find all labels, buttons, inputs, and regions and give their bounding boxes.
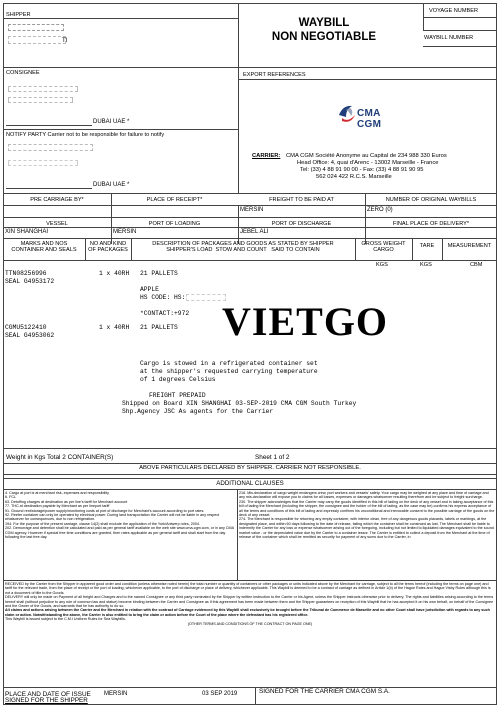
- shipper-redacted-block-2: [8, 36, 66, 44]
- notify-redacted-line: [8, 144, 93, 151]
- vietgo-watermark: VIETGO: [222, 299, 389, 344]
- carrier-signature-block: [259, 688, 390, 695]
- vessel-label: VESSEL: [46, 221, 68, 227]
- place-of-issue-value: MERSIN: [104, 691, 128, 697]
- shipper-signature-block: [5, 697, 253, 705]
- shipper-tail-text: TI: [62, 38, 68, 44]
- shipper-redacted-block: [8, 24, 64, 31]
- carrier-label: CARRIER:: [252, 153, 281, 159]
- waybill-number-label: WAYBILL NUMBER: [424, 35, 474, 41]
- consignee-redacted-line-2: [8, 97, 73, 103]
- voyage-number-label: VOYAGE NUMBER: [429, 8, 479, 14]
- place-of-receipt-label: PLACE OF RECEIPT*: [146, 197, 203, 203]
- terms-claims: All claims and actions arising between the Carrier and the Merchant in relation with the contract of Carriage evidenced by this Waybill shall exclusively be brought before the Tribunal de Commerce de Marseille and no other Court shall have jurisdiction with regards to any such claim or action. Notwithstanding the above, the Carrier is also entitled to bring the claim or action before the Court of the place where the defendant has his registered office.: [5, 608, 490, 617]
- shipped-on-board: Shipped on Board XIN SHANGHAI 03-SEP-2019 CMA CGM South Turkey: [122, 400, 357, 407]
- container-1-qty: 1 x 40RH: [99, 270, 130, 277]
- original-waybills-value: ZERO (0): [367, 207, 393, 213]
- tare-column-header: TARE: [419, 243, 435, 249]
- clause-left-item: 91. Ground rent/storage/power supply/monitoring costs at port of discharge for Merchant's account according to port rates.: [5, 508, 205, 513]
- agency-line: Shp.Agency JSC As agents for the Carrier: [122, 408, 274, 415]
- notify-redacted-line-2: [8, 160, 78, 166]
- freight-payable-label: FREIGHT TO BE PAID AT: [269, 197, 334, 203]
- final-place-label: FINAL PLACE OF DELIVERY*: [392, 221, 470, 227]
- kgs-unit-label: KGS: [376, 262, 388, 268]
- container-2-seal: SEAL G4953062: [5, 332, 55, 339]
- place-date-issue-label: PLACE AND DATE OF ISSUE: [5, 691, 91, 698]
- clauses-left-column: [5, 491, 234, 579]
- clause-left-item: 92. Reefer container can only be operated by electrical power. During land transportation the Carrier will not be liable in any respect whatsoever for consequences, due to non refrigeration.: [5, 513, 220, 522]
- gross-weight-column-header: GROSS WEIGHT CARGO: [361, 241, 406, 253]
- description-column-header: DESCRIPTION OF PACKAGES AND GOODS AS STATED BY SHIPPER SHIPPER'S LOAD STOW AND COUNT SAID TO CONTAIN: [152, 241, 334, 253]
- clause-left-item: 202. Demurrage and detention shall be calculated and paid as per general tariff available on the web site www.cma-cgm.com, or in any CMA CGM agency. However if special free time conditions are granted, then rates applicable as per general tariff and shall start from the day following the last free day.: [5, 526, 234, 540]
- stowage-line-3: of 1 degrees Celsius: [140, 376, 216, 383]
- clause-left-item: 63. Detuffing charges at destination as per line's tariff for Merchant account: [5, 499, 128, 504]
- port-of-discharge-label: PORT OF DISCHARGE: [271, 221, 332, 227]
- kgs-unit-label-2: KGS: [420, 262, 432, 268]
- carrier-line2: Head Office: 4, quai d'Arenc - 13002 Marseille - France: [297, 160, 439, 166]
- export-references-label: EXPORT REFERENCES: [243, 72, 306, 78]
- stowage-line-2: at the shipper's requested carrying temperature: [140, 368, 318, 375]
- container-1-pallets: 21 PALLETS: [140, 270, 178, 277]
- marks-column-header: MARKS AND NOS CONTAINER AND SEALS: [11, 241, 77, 253]
- original-waybills-label: NUMBER OF ORIGINAL WAYBILLS: [385, 197, 477, 203]
- additional-clauses-heading: ADDITIONAL CLAUSES: [216, 480, 284, 487]
- particulars-disclaimer: ABOVE PARTICULARS DECLARED BY SHIPPER. CARRIER NOT RESPONSIBLE.: [139, 465, 361, 471]
- hs-code: HS CODE: HS:: [140, 294, 186, 301]
- shipper-label: SHIPPER: [6, 12, 31, 18]
- measurement-column-header: MEASUREMENT: [447, 243, 492, 249]
- cma-cgm-logo: [336, 99, 406, 129]
- port-of-loading-label: PORT OF LOADING: [148, 221, 201, 227]
- hs-code-redacted: [186, 294, 226, 301]
- freight-payable-value: MERSIN: [240, 207, 264, 213]
- sheet-number: Sheet 1 of 2: [255, 454, 290, 461]
- cma-cgm-logo-text: CMA CGM: [357, 108, 382, 130]
- clause-left-item: 194. For the purpose of the present carriage, clause 14(2) shall exclude the application of the York/Antwerp rules, 2004.: [5, 521, 200, 526]
- port-of-discharge-value: JEBEL ALI: [240, 229, 269, 235]
- signed-shipper-label: SIGNED FOR THE SHIPPER: [5, 697, 88, 704]
- title-non-negotiable: NON NEGOTIABLE: [271, 31, 377, 43]
- pre-carriage-label: PRE CARRIAGE BY*: [30, 197, 84, 203]
- clause-left-item: 4. Cargo at port is at merchant risk, expenses and responsibility: [5, 491, 109, 495]
- goods-description: APPLE: [140, 286, 159, 293]
- stowage-line-1: Cargo is stowed in a refrigerated container set: [140, 360, 318, 367]
- terms-other: (OTHER TERMS AND CONDITIONS OF THE CONTRACT ON PAGE ONE): [187, 621, 313, 626]
- port-of-loading-value: MERSIN: [113, 229, 137, 235]
- clause-right-item: 230. The shipper acknowledges that the Carrier may carry the goods identified in this bill of lading on the deck of any vessel and in taking acceptance of this bill of lading the Merchant (including the shipper, the consignee and the holder of the bill of lading, as the case may be) confirms his express acceptance of all the terms and conditions of this bill of lading and expressly confirms his unconditional and irrevocable consent to the possible carriage of the goods on the deck of any vessel.: [239, 499, 495, 518]
- terms-cmi: This Waybill is issued subject to the C.M.I Uniform Rules for Sea Waybills.: [5, 617, 126, 622]
- container-2-number: CGMU5122410: [5, 324, 47, 331]
- carrier-line4: 562 024 422 R.C.S. Marseille: [316, 174, 392, 180]
- notify-party-label: NOTIFY PARTY Carrier not to be responsible for failure to notify: [6, 132, 165, 138]
- weight-total-label: Weight in Kgs Total 2 CONTAINER(S): [6, 454, 114, 461]
- kind-column-header: NO AND KIND OF PACKAGES: [88, 241, 128, 253]
- container-1-number: TTN08256996: [5, 270, 47, 277]
- container-1-seal: SEAL G4953172: [5, 278, 55, 285]
- carrier-line3: Tel: (33) 4 88 91 90 00 - Fax: (33) 4 88 91 90 95: [300, 167, 424, 173]
- notify-city: DUBAI UAE *: [93, 182, 130, 188]
- consignee-label: CONSIGNEE: [6, 70, 40, 76]
- title-waybill: WAYBILL: [298, 17, 350, 29]
- container-2-qty: 1 x 40RH: [99, 324, 130, 331]
- freight-prepaid: FREIGHT PREPAID: [149, 392, 206, 399]
- clauses-right-column: [239, 491, 495, 579]
- clause-left-item: 6. FCL: [5, 495, 17, 500]
- consignee-city: DUBAI UAE *: [93, 119, 130, 125]
- terms-received: RECEIVED by the Carrier from the Shipper in apparent good order and condition (unless otherwise noted herein) the total number or quantity of containers or other packages or units indicated above by the Merchant for carriage, subject to all the terms hereof (including the terms on page one) and tariff for the relevant trade, from the place of receipt or the port of loading, whichever applicable, to the port of discharge or place of delivery, whichever applicable. This Waybill is deemed to be a contract of carriage as defined in Article 1(b) of the Hague Rules and Hague Visby Rules although this is not a document of title to the Goods.: [5, 582, 491, 595]
- container-2-pallets: 21 PALLETS: [140, 324, 178, 331]
- signed-carrier-line1: SIGNED FOR THE CARRIER CMA CGM S.A.: [259, 688, 390, 695]
- terms-delivery: DELIVERY will only be made on Payment of all freight and Charges and to the named Consignee or any third party nominated by the Shipper by written instruction to the Carrier or his Agent, unless the Shipper instructs otherwise prior to delivery. The rights and liabilities arising according to the terms hereof shall (without prejudice to any rule of common law and statue) become binding between the Carrier and Consignee as if this agreement has been made between them and the Shipper guarantees on reception of this Waybill that he has accepted it on his own behalf, on behalf of the Consignee and the Owner of the Goods, and warrants that he has authority to do so.: [5, 595, 494, 609]
- carrier-address-block: [244, 153, 494, 181]
- clause-right-item: 274. The Merchant is responsible for returning any empty container, with interior clean, free of any dangerous goods placards, labels or markings, at the designated place, and within 60 days following to the date of release, failing which the container shall be construed as lost. The Merchant shall be liable to indemnify the Carrier for any loss or expense whatsoever arising out of the foregoing, including but not limited to liquidated damages equivalent to the sound market value - or the depreciated value due by the Carrier to a container lessor. The Carrier is entitled to collect a deposit from the Merchant at the time of release of the container which shall be remitted as security for payment of any sums due to the Carrier, in: [239, 517, 494, 540]
- cbm-unit-label: CBM: [470, 262, 483, 268]
- vessel-value: XIN SHANGHAI: [5, 229, 49, 235]
- clause-right-item: 216. Mis-declaration of cargo weight endangers crew, port workers and vessels' safety. Your cargo may be weighed at any place and time of carriage and any mis-declaration will expose you to claims for all losses, expenses or damages whatsoever resulting therefrom and be subject to freight surcharge.: [239, 491, 489, 500]
- terms-block: [5, 582, 495, 686]
- contact-line: *CONTACT:+972: [140, 310, 190, 317]
- consignee-redacted-line: [8, 86, 78, 92]
- date-of-issue-value: 03 SEP 2019: [202, 691, 238, 697]
- carrier-line1: CMA CGM Société Anonyme au Capital de 234 988 330 Euros: [285, 153, 447, 159]
- document-title: [244, 16, 404, 44]
- clause-left-item: 77. THC at destination payable by Merchant as per lineport tariff: [5, 504, 110, 509]
